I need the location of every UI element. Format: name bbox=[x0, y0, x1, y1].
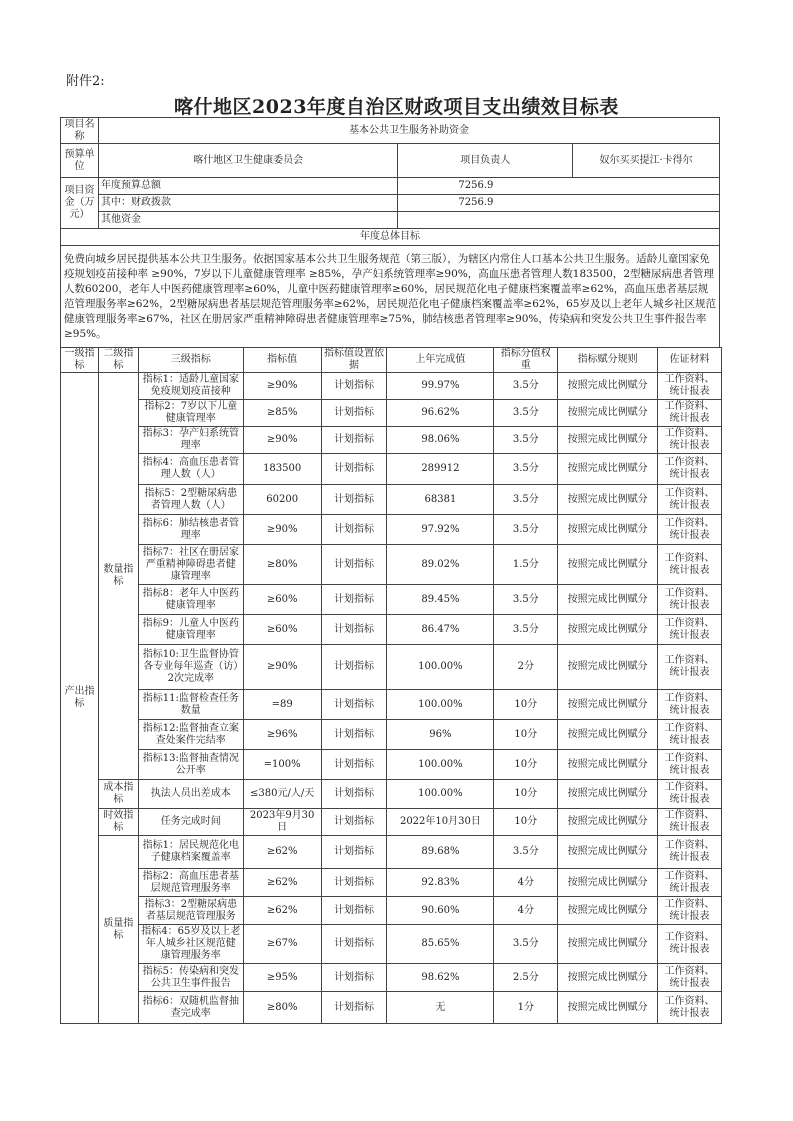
column-header: 指标分值权重 bbox=[494, 348, 558, 373]
level2-indicator: 时效指标 bbox=[98, 809, 138, 836]
indicator-name: 指标9：儿童人中医药健康管理率 bbox=[138, 615, 243, 645]
last-year-value: 86.47% bbox=[387, 615, 494, 645]
indicator-name: 指标10:卫生监督协管各专业每年巡查（访）2次完成率 bbox=[138, 645, 243, 690]
indicator-basis: 计划指标 bbox=[321, 964, 387, 992]
indicator-name: 指标6：肺结核患者管理率 bbox=[138, 515, 243, 545]
column-header: 指标值设置依据 bbox=[321, 348, 387, 373]
last-year-value: 2022年10月30日 bbox=[387, 809, 494, 836]
column-header: 指标值 bbox=[243, 348, 321, 373]
last-year-value: 无 bbox=[387, 992, 494, 1024]
overall-goal-text: 免费向城乡居民提供基本公共卫生服务。依据国家基本公共卫生服务规范（第三版），为辖区内常住人口基本公共卫生服务。适龄儿童国家免疫规划疫苗接种率 ≥90%，7岁以下儿童健康管理率 ≥85%，孕产妇系统管理率≥90%，高血压患者管理人数183500，2型糖尿病患者管理人数60200，老年人中医药健康管理率≥60%，儿童中医药健康管理率≥60%，居民规范化电子健康档案覆盖率≥62%，高血压患者基层规范管理服务率≥62%，2型糖尿病患者基层规范管理服务率≥62%，居民规范化电子健康档案覆盖率≥62%，65岁及以上老年人城乡社区规范健康管理服务率≥67%，社区在册居家严重精神障碍患者健康管理率≥75%，肺结核患者管理率≥90%，传染病和突发公共卫生事件报告率≥95%。 bbox=[61, 246, 720, 348]
budget-unit-label: 预算单位 bbox=[61, 144, 99, 178]
indicator-basis: 计划指标 bbox=[321, 454, 387, 485]
fiscal-allocation-value: 7256.9 bbox=[398, 195, 720, 212]
evidence-material: 工作资料、统计报表 bbox=[658, 897, 722, 925]
indicator-basis: 计划指标 bbox=[321, 750, 387, 780]
indicator-name: 指标4：65岁及以上老年人城乡社区规范健康管理服务率 bbox=[138, 925, 243, 964]
indicator-weight: 3.5分 bbox=[494, 485, 558, 515]
evidence-material: 工作资料、统计报表 bbox=[658, 869, 722, 897]
table-row bbox=[61, 645, 722, 690]
last-year-value: 100.00% bbox=[387, 750, 494, 780]
last-year-value: 92.83% bbox=[387, 869, 494, 897]
project-info-table bbox=[60, 117, 720, 348]
indicator-value: ≥60% bbox=[243, 615, 321, 645]
indicator-basis: 计划指标 bbox=[321, 400, 387, 427]
indicator-weight: 3.5分 bbox=[494, 427, 558, 454]
indicator-weight: 10分 bbox=[494, 809, 558, 836]
indicator-weight: 3.5分 bbox=[494, 585, 558, 615]
project-funds-label: 项目资金（万元） bbox=[61, 178, 99, 229]
indicator-weight: 1.5分 bbox=[494, 545, 558, 585]
indicator-name: 指标13:监督抽查情况公开率 bbox=[138, 750, 243, 780]
column-header: 三级指标 bbox=[138, 348, 243, 373]
indicator-weight: 2分 bbox=[494, 645, 558, 690]
indicator-name: 指标6：双随机监督抽查完成率 bbox=[138, 992, 243, 1024]
evidence-material: 工作资料、统计报表 bbox=[658, 836, 722, 869]
evidence-material: 工作资料、统计报表 bbox=[658, 750, 722, 780]
last-year-value: 68381 bbox=[387, 485, 494, 515]
table-row bbox=[61, 373, 722, 400]
indicator-name: 指标8：老年人中医药健康管理率 bbox=[138, 585, 243, 615]
project-name-value: 基本公共卫生服务补助资金 bbox=[98, 118, 719, 144]
indicator-name: 指标2：7岁以下儿童健康管理率 bbox=[138, 400, 243, 427]
table-row bbox=[61, 690, 722, 720]
scoring-rule: 按照完成比例赋分 bbox=[558, 720, 658, 750]
level2-indicator: 成本指标 bbox=[98, 780, 138, 809]
indicator-name: 任务完成时间 bbox=[138, 809, 243, 836]
scoring-rule: 按照完成比例赋分 bbox=[558, 992, 658, 1024]
indicator-name: 指标4：高血压患者管理人数（人） bbox=[138, 454, 243, 485]
indicator-basis: 计划指标 bbox=[321, 515, 387, 545]
scoring-rule: 按照完成比例赋分 bbox=[558, 925, 658, 964]
indicator-basis: 计划指标 bbox=[321, 427, 387, 454]
table-row bbox=[61, 992, 722, 1024]
indicator-weight: 2.5分 bbox=[494, 964, 558, 992]
level2-indicator: 数量指标 bbox=[98, 373, 138, 780]
indicator-basis: 计划指标 bbox=[321, 869, 387, 897]
indicator-value: 60200 bbox=[243, 485, 321, 515]
evidence-material: 工作资料、统计报表 bbox=[658, 645, 722, 690]
table-row bbox=[61, 925, 722, 964]
column-header: 一级指标 bbox=[61, 348, 99, 373]
scoring-rule: 按照完成比例赋分 bbox=[558, 515, 658, 545]
last-year-value: 289912 bbox=[387, 454, 494, 485]
evidence-material: 工作资料、统计报表 bbox=[658, 615, 722, 645]
table-row bbox=[61, 585, 722, 615]
column-header: 指标赋分规则 bbox=[558, 348, 658, 373]
indicator-name: 指标2：高血压患者基层规范管理服务率 bbox=[138, 869, 243, 897]
evidence-material: 工作资料、统计报表 bbox=[658, 809, 722, 836]
indicator-name: 指标12:监督抽查立案查处案件完结率 bbox=[138, 720, 243, 750]
scoring-rule: 按照完成比例赋分 bbox=[558, 869, 658, 897]
attachment-label: 附件2: bbox=[66, 74, 105, 89]
evidence-material: 工作资料、统计报表 bbox=[658, 585, 722, 615]
scoring-rule: 按照完成比例赋分 bbox=[558, 750, 658, 780]
last-year-value: 96.62% bbox=[387, 400, 494, 427]
scoring-rule: 按照完成比例赋分 bbox=[558, 454, 658, 485]
scoring-rule: 按照完成比例赋分 bbox=[558, 615, 658, 645]
indicator-basis: 计划指标 bbox=[321, 720, 387, 750]
project-manager-label: 项目负责人 bbox=[398, 144, 573, 178]
indicator-basis: 计划指标 bbox=[321, 992, 387, 1024]
last-year-value: 98.62% bbox=[387, 964, 494, 992]
table-row bbox=[61, 750, 722, 780]
annual-budget-label: 年度预算总额 bbox=[98, 178, 397, 195]
indicator-weight: 10分 bbox=[494, 690, 558, 720]
indicator-value: ≥90% bbox=[243, 373, 321, 400]
indicator-basis: 计划指标 bbox=[321, 615, 387, 645]
indicator-value: =100% bbox=[243, 750, 321, 780]
last-year-value: 100.00% bbox=[387, 645, 494, 690]
last-year-value: 85.65% bbox=[387, 925, 494, 964]
table-row bbox=[61, 836, 722, 869]
indicator-value: ≥60% bbox=[243, 585, 321, 615]
table-row bbox=[61, 485, 722, 515]
indicator-value: ≥90% bbox=[243, 645, 321, 690]
indicator-basis: 计划指标 bbox=[321, 585, 387, 615]
evidence-material: 工作资料、统计报表 bbox=[658, 992, 722, 1024]
table-row bbox=[61, 515, 722, 545]
indicator-basis: 计划指标 bbox=[321, 809, 387, 836]
indicator-weight: 3.5分 bbox=[494, 400, 558, 427]
indicator-basis: 计划指标 bbox=[321, 645, 387, 690]
indicator-weight: 4分 bbox=[494, 869, 558, 897]
indicator-name: 指标5：2型糖尿病患者管理人数（人） bbox=[138, 485, 243, 515]
last-year-value: 97.92% bbox=[387, 515, 494, 545]
scoring-rule: 按照完成比例赋分 bbox=[558, 964, 658, 992]
scoring-rule: 按照完成比例赋分 bbox=[558, 836, 658, 869]
indicator-name: 指标1：适龄儿童国家免疫规划疫苗接种 bbox=[138, 373, 243, 400]
indicator-weight: 4分 bbox=[494, 897, 558, 925]
scoring-rule: 按照完成比例赋分 bbox=[558, 780, 658, 809]
indicator-value: ≥80% bbox=[243, 992, 321, 1024]
last-year-value: 98.06% bbox=[387, 427, 494, 454]
other-funds-value bbox=[398, 212, 720, 229]
fiscal-allocation-label: 其中：财政拨款 bbox=[98, 195, 397, 212]
indicator-name: 指标1：居民规范化电子健康档案覆盖率 bbox=[138, 836, 243, 869]
indicator-weight: 3.5分 bbox=[494, 925, 558, 964]
table-row bbox=[61, 720, 722, 750]
indicator-basis: 计划指标 bbox=[321, 780, 387, 809]
evidence-material: 工作资料、统计报表 bbox=[658, 454, 722, 485]
indicator-weight: 10分 bbox=[494, 750, 558, 780]
indicator-value: ≥95% bbox=[243, 964, 321, 992]
page-title: 喀什地区2023年度自治区财政项目支出绩效目标表 bbox=[174, 96, 619, 118]
last-year-value: 100.00% bbox=[387, 690, 494, 720]
indicator-basis: 计划指标 bbox=[321, 373, 387, 400]
scoring-rule: 按照完成比例赋分 bbox=[558, 400, 658, 427]
evidence-material: 工作资料、统计报表 bbox=[658, 925, 722, 964]
overall-goal-label: 年度总体目标 bbox=[61, 229, 720, 246]
evidence-material: 工作资料、统计报表 bbox=[658, 720, 722, 750]
indicator-basis: 计划指标 bbox=[321, 897, 387, 925]
table-row bbox=[61, 964, 722, 992]
indicator-name: 指标11:监督检查任务数量 bbox=[138, 690, 243, 720]
scoring-rule: 按照完成比例赋分 bbox=[558, 645, 658, 690]
indicator-value: ≥85% bbox=[243, 400, 321, 427]
indicator-value: 2023年9月30日 bbox=[243, 809, 321, 836]
indicator-name: 指标5：传染病和突发公共卫生事件报告 bbox=[138, 964, 243, 992]
scoring-rule: 按照完成比例赋分 bbox=[558, 897, 658, 925]
indicator-value: ≥62% bbox=[243, 897, 321, 925]
indicator-basis: 计划指标 bbox=[321, 545, 387, 585]
indicator-value: ≥90% bbox=[243, 515, 321, 545]
last-year-value: 89.45% bbox=[387, 585, 494, 615]
indicator-table bbox=[60, 347, 722, 1024]
scoring-rule: 按照完成比例赋分 bbox=[558, 373, 658, 400]
project-manager-value: 奴尔买买提江·卡得尔 bbox=[573, 144, 720, 178]
column-header: 上年完成值 bbox=[387, 348, 494, 373]
level2-indicator: 质量指标 bbox=[98, 836, 138, 1024]
indicator-name: 执法人员出差成本 bbox=[138, 780, 243, 809]
evidence-material: 工作资料、统计报表 bbox=[658, 515, 722, 545]
scoring-rule: 按照完成比例赋分 bbox=[558, 585, 658, 615]
other-funds-label: 其他资金 bbox=[98, 212, 397, 229]
indicator-weight: 3.5分 bbox=[494, 373, 558, 400]
indicator-basis: 计划指标 bbox=[321, 690, 387, 720]
scoring-rule: 按照完成比例赋分 bbox=[558, 485, 658, 515]
header-row bbox=[61, 348, 722, 373]
table-row bbox=[61, 897, 722, 925]
evidence-material: 工作资料、统计报表 bbox=[658, 373, 722, 400]
indicator-weight: 3.5分 bbox=[494, 836, 558, 869]
indicator-value: ≥96% bbox=[243, 720, 321, 750]
scoring-rule: 按照完成比例赋分 bbox=[558, 427, 658, 454]
column-header: 佐证材料 bbox=[658, 348, 722, 373]
indicator-weight: 1分 bbox=[494, 992, 558, 1024]
evidence-material: 工作资料、统计报表 bbox=[658, 427, 722, 454]
scoring-rule: 按照完成比例赋分 bbox=[558, 690, 658, 720]
indicator-weight: 3.5分 bbox=[494, 515, 558, 545]
indicator-value: ≥67% bbox=[243, 925, 321, 964]
indicator-basis: 计划指标 bbox=[321, 836, 387, 869]
scoring-rule: 按照完成比例赋分 bbox=[558, 545, 658, 585]
indicator-name: 指标3：孕产妇系统管理率 bbox=[138, 427, 243, 454]
last-year-value: 100.00% bbox=[387, 780, 494, 809]
evidence-material: 工作资料、统计报表 bbox=[658, 964, 722, 992]
annual-budget-value: 7256.9 bbox=[398, 178, 720, 195]
table-row bbox=[61, 780, 722, 809]
evidence-material: 工作资料、统计报表 bbox=[658, 780, 722, 809]
table-row bbox=[61, 400, 722, 427]
indicator-value: ≥90% bbox=[243, 427, 321, 454]
indicator-weight: 3.5分 bbox=[494, 454, 558, 485]
budget-unit-value: 喀什地区卫生健康委员会 bbox=[98, 144, 397, 178]
indicator-value: ≥80% bbox=[243, 545, 321, 585]
last-year-value: 89.02% bbox=[387, 545, 494, 585]
indicator-name: 指标7：社区在册居家严重精神障碍患者健康管理率 bbox=[138, 545, 243, 585]
project-name-label: 项目名称 bbox=[61, 118, 99, 144]
indicator-value: ≥62% bbox=[243, 836, 321, 869]
table-row bbox=[61, 454, 722, 485]
column-header: 二级指标 bbox=[98, 348, 138, 373]
level1-indicator: 产出指标 bbox=[61, 373, 99, 1024]
indicator-name: 指标3：2型糖尿病患者基层规范管理服务 bbox=[138, 897, 243, 925]
evidence-material: 工作资料、统计报表 bbox=[658, 545, 722, 585]
table-row bbox=[61, 545, 722, 585]
indicator-weight: 10分 bbox=[494, 780, 558, 809]
table-row bbox=[61, 615, 722, 645]
indicator-value: 183500 bbox=[243, 454, 321, 485]
table-row bbox=[61, 427, 722, 454]
indicator-value: =89 bbox=[243, 690, 321, 720]
indicator-weight: 10分 bbox=[494, 720, 558, 750]
last-year-value: 90.60% bbox=[387, 897, 494, 925]
indicator-weight: 3.5分 bbox=[494, 615, 558, 645]
table-row bbox=[61, 809, 722, 836]
last-year-value: 96% bbox=[387, 720, 494, 750]
evidence-material: 工作资料、统计报表 bbox=[658, 485, 722, 515]
indicator-basis: 计划指标 bbox=[321, 925, 387, 964]
scoring-rule: 按照完成比例赋分 bbox=[558, 809, 658, 836]
table-row bbox=[61, 869, 722, 897]
evidence-material: 工作资料、统计报表 bbox=[658, 690, 722, 720]
last-year-value: 89.68% bbox=[387, 836, 494, 869]
indicator-value: ≤380元/人/天 bbox=[243, 780, 321, 809]
last-year-value: 99.97% bbox=[387, 373, 494, 400]
indicator-basis: 计划指标 bbox=[321, 485, 387, 515]
evidence-material: 工作资料、统计报表 bbox=[658, 400, 722, 427]
indicator-value: ≥62% bbox=[243, 869, 321, 897]
